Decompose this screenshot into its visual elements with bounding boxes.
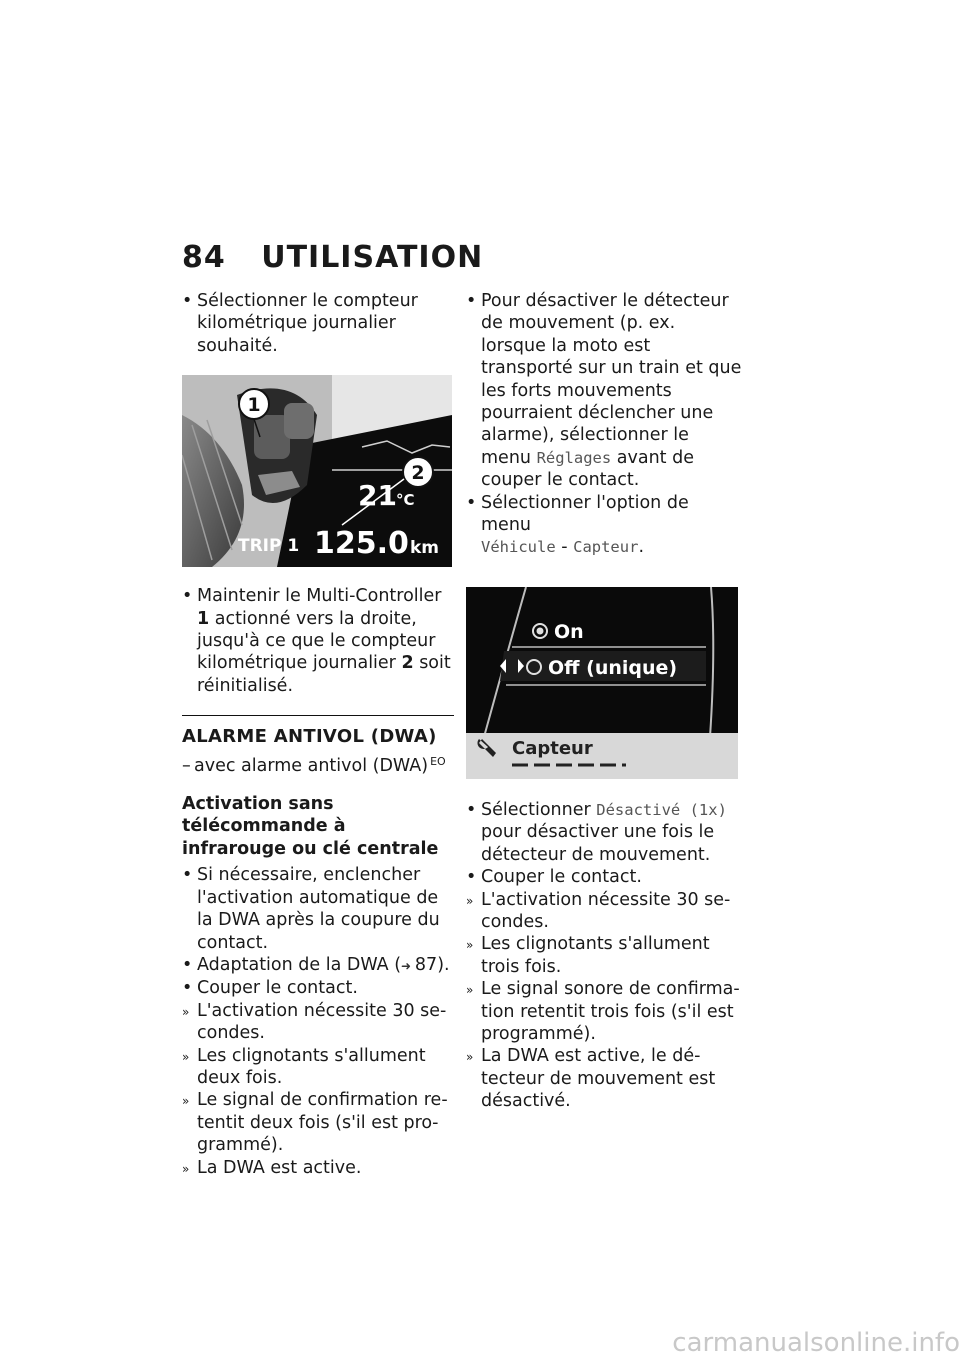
list-item: » Les clignotants s'allument deux fois.: [182, 1045, 426, 1088]
multi-controller-photo: [182, 375, 452, 567]
tft-menu-screenshot: [466, 587, 738, 779]
page-number: 84: [182, 240, 226, 275]
trip-unit: km: [410, 538, 440, 559]
callout-1: 1: [247, 394, 261, 417]
trip-value: 125.0: [314, 526, 409, 562]
list-item: » La DWA est active.: [182, 1157, 454, 1179]
bullet-icon: •: [182, 978, 193, 999]
result-icon: »: [182, 1161, 190, 1176]
trip-label: TRIP 1: [238, 536, 300, 557]
bullet-icon: •: [182, 954, 193, 975]
section-title: ALARME ANTIVOL (DWA): [182, 726, 437, 748]
temperature-unit: °C: [396, 491, 415, 510]
page-ref-arrow-icon: ➜: [401, 958, 415, 973]
list-item: » Le signal de confirmation retentit deux fois (s'il est programmé).: [182, 1090, 448, 1156]
menu-name: Capteur: [573, 538, 639, 557]
page-reference[interactable]: 87: [414, 954, 438, 975]
result-icon: »: [466, 893, 474, 908]
list-item: • Couper le contact.: [466, 867, 642, 888]
menu-name: Réglages: [536, 448, 612, 467]
variant-note: – avec alarme antivol (DWA) $^{EO}$: [182, 754, 446, 776]
option-superscript: EO: [430, 754, 446, 768]
list-item: » La DWA est active, le détecteur de mouvement est désactivé.: [466, 1046, 716, 1112]
callout-2: 2: [411, 462, 425, 485]
page-title: UTILISATION: [261, 240, 484, 275]
temperature-value: 21: [358, 479, 397, 513]
bullet-icon: •: [466, 492, 477, 513]
result-icon: »: [466, 983, 474, 998]
section-divider: [182, 715, 454, 860]
page-header: [182, 240, 483, 275]
subsection-heading: Activation sans télécommande à infrarouge ou clé centrale: [182, 794, 439, 859]
sensor-menu-display: [466, 587, 738, 779]
list-item: » Les clignotants s'allument trois fois.: [466, 934, 710, 977]
option-on: On: [554, 620, 584, 643]
right-column: [466, 290, 742, 1113]
bullet-icon: •: [466, 799, 477, 820]
watermark: carmanualsonline.info: [672, 1328, 960, 1358]
list-item: • Sélectionner l'option de menu Véhicule - Capteur.: [466, 492, 689, 558]
option-off: Off (unique): [548, 656, 678, 679]
list-item: » Le signal sonore de confirmation retentit trois fois (s'il est programmé).: [466, 979, 740, 1044]
menu-option: Désactivé (1x): [596, 800, 727, 819]
list-item: • Sélectionner Désactivé (1x) pour désactiver une fois le détecteur de mouvement.: [466, 799, 727, 865]
left-column: [182, 290, 454, 1179]
result-icon: »: [182, 1004, 190, 1019]
list-item: • Maintenir le Multi-Controller 1 actionné vers la droite, jusqu'à ce que le compteur kilométrique journalier 2 soit réinitialisé.: [182, 586, 451, 696]
list-item: • Pour désactiver le détecteur de mouvement (p. ex. lorsque la moto est transporté sur un train et que les forts mouvements pourraient déclencher une alarme), sélectionner le menu Réglages avant de couper le contact.: [466, 291, 742, 491]
list-item: • Couper le contact.: [182, 978, 358, 999]
list-item: » L'activation nécessite 30 secondes.: [466, 889, 731, 932]
bullet-icon: •: [182, 586, 193, 607]
result-icon: »: [182, 1094, 190, 1109]
bullet-icon: •: [182, 865, 193, 886]
steps-list: [182, 864, 454, 1179]
menu-label: Capteur: [512, 737, 593, 759]
dash-icon: –: [182, 755, 191, 776]
menu-name: Véhicule: [481, 538, 556, 557]
multi-controller-illustration: [182, 375, 452, 567]
list-item: » L'activation nécessite 30 secondes.: [182, 1000, 447, 1044]
bullet-icon: •: [182, 291, 193, 311]
result-icon: »: [466, 1050, 474, 1065]
bullet-icon: •: [466, 867, 477, 888]
result-icon: »: [182, 1049, 190, 1064]
list-item: • Sélectionner le compteur kilométrique journalier souhaité.: [182, 291, 418, 356]
list-item: • Adaptation de la DWA (➜ 87).: [182, 954, 450, 975]
result-icon: »: [466, 938, 474, 953]
list-item: • Si nécessaire, enclencher l'activation automatique de la DWA après la coupure du contact.: [182, 865, 440, 953]
bullet-icon: •: [466, 291, 477, 311]
